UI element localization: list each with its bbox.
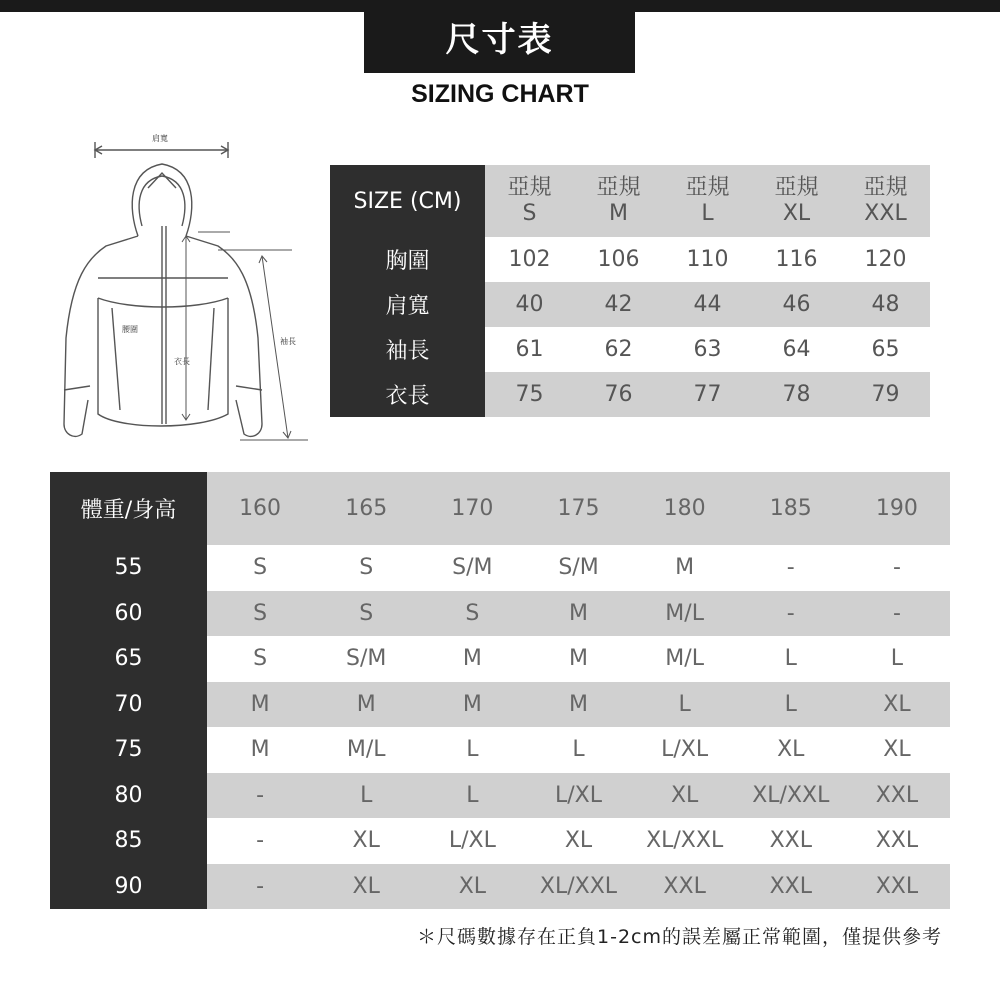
table-cell: L xyxy=(632,682,738,728)
height-header: 170 xyxy=(419,472,525,545)
table-row xyxy=(50,818,950,864)
table-cell: 75 xyxy=(485,372,574,417)
table-row xyxy=(330,327,930,372)
table-cell: 106 xyxy=(574,237,663,282)
table-cell: 102 xyxy=(485,237,574,282)
table-cell: M xyxy=(632,545,738,591)
table-cell: 46 xyxy=(752,282,841,327)
height-header: 160 xyxy=(207,472,313,545)
size-col-l: 亞規 L xyxy=(663,165,752,237)
table-row xyxy=(50,727,950,773)
table-cell: M xyxy=(419,636,525,682)
table-cell: 65 xyxy=(841,327,930,372)
table-cell: XXL xyxy=(844,818,950,864)
table-cell: 110 xyxy=(663,237,752,282)
table-cell: XXL xyxy=(738,818,844,864)
table-row xyxy=(50,545,950,591)
height-header: 165 xyxy=(313,472,419,545)
table-cell: XL xyxy=(313,818,419,864)
table-cell: XL xyxy=(313,864,419,910)
size-table-corner: SIZE (CM) xyxy=(330,165,485,237)
table-cell: 78 xyxy=(752,372,841,417)
waist-label: 腰圍 xyxy=(122,325,138,334)
table-cell: M/L xyxy=(632,636,738,682)
table-cell: XL xyxy=(844,682,950,728)
page-title: 尺寸表 xyxy=(364,0,635,73)
footer-note: ＊尺碼數據存在正負1-2cm的誤差屬正常範圍，僅提供參考 xyxy=(417,926,942,948)
shoulder-label: 肩寬 xyxy=(152,134,168,143)
sleeve-label: 袖長 xyxy=(280,337,296,346)
table-cell: M xyxy=(313,682,419,728)
table-row xyxy=(50,864,950,910)
table-cell: - xyxy=(844,545,950,591)
row-label: 肩寬 xyxy=(330,282,485,327)
weight-label: 90 xyxy=(50,864,207,910)
fit-table-corner: 體重/身高 xyxy=(50,472,207,545)
table-cell: S xyxy=(207,591,313,637)
table-cell: - xyxy=(844,591,950,637)
table-cell: 120 xyxy=(841,237,930,282)
height-header: 175 xyxy=(525,472,631,545)
table-cell: - xyxy=(738,591,844,637)
table-cell: L xyxy=(738,682,844,728)
table-cell: M/L xyxy=(313,727,419,773)
table-cell: L xyxy=(738,636,844,682)
table-cell: 116 xyxy=(752,237,841,282)
table-cell: L/XL xyxy=(525,773,631,819)
table-cell: M xyxy=(419,682,525,728)
table-cell: S xyxy=(313,545,419,591)
table-cell: L xyxy=(525,727,631,773)
table-cell: 77 xyxy=(663,372,752,417)
table-row xyxy=(330,237,930,282)
size-col-m: 亞規 M xyxy=(574,165,663,237)
table-cell: - xyxy=(207,818,313,864)
table-cell: M xyxy=(207,727,313,773)
table-row xyxy=(50,773,950,819)
jacket-diagram xyxy=(50,128,320,448)
table-cell: XXL xyxy=(738,864,844,910)
weight-label: 85 xyxy=(50,818,207,864)
table-cell: XXL xyxy=(844,864,950,910)
table-cell: 48 xyxy=(841,282,930,327)
table-cell: M/L xyxy=(632,591,738,637)
table-cell: XL xyxy=(525,818,631,864)
table-cell: XL/XXL xyxy=(525,864,631,910)
table-cell: XL/XXL xyxy=(738,773,844,819)
table-cell: L xyxy=(419,773,525,819)
table-cell: M xyxy=(525,636,631,682)
table-cell: S/M xyxy=(419,545,525,591)
table-cell: L/XL xyxy=(632,727,738,773)
table-cell: XXL xyxy=(844,773,950,819)
row-label: 胸圍 xyxy=(330,237,485,282)
weight-label: 65 xyxy=(50,636,207,682)
table-cell: 63 xyxy=(663,327,752,372)
table-row xyxy=(50,591,950,637)
table-row xyxy=(330,282,930,327)
row-label: 衣長 xyxy=(330,372,485,417)
table-cell: M xyxy=(525,682,631,728)
table-cell: 76 xyxy=(574,372,663,417)
fit-table xyxy=(50,472,950,909)
table-cell: 40 xyxy=(485,282,574,327)
table-cell: S/M xyxy=(313,636,419,682)
table-cell: 79 xyxy=(841,372,930,417)
weight-label: 75 xyxy=(50,727,207,773)
table-cell: XL xyxy=(844,727,950,773)
size-col-xl: 亞規 XL xyxy=(752,165,841,237)
size-table xyxy=(330,165,930,417)
height-header: 180 xyxy=(632,472,738,545)
table-cell: L/XL xyxy=(419,818,525,864)
weight-label: 60 xyxy=(50,591,207,637)
table-cell: 62 xyxy=(574,327,663,372)
table-row xyxy=(50,636,950,682)
table-row xyxy=(50,682,950,728)
fit-table-header xyxy=(50,472,950,545)
table-cell: L xyxy=(419,727,525,773)
table-cell: XXL xyxy=(632,864,738,910)
weight-label: 70 xyxy=(50,682,207,728)
table-cell: XL xyxy=(419,864,525,910)
table-cell: S xyxy=(419,591,525,637)
table-cell: S xyxy=(207,545,313,591)
table-cell: XL xyxy=(738,727,844,773)
table-row xyxy=(330,372,930,417)
table-cell: - xyxy=(738,545,844,591)
table-cell: 42 xyxy=(574,282,663,327)
row-label: 袖長 xyxy=(330,327,485,372)
weight-label: 80 xyxy=(50,773,207,819)
weight-label: 55 xyxy=(50,545,207,591)
table-cell: M xyxy=(207,682,313,728)
table-cell: S xyxy=(313,591,419,637)
length-label: 衣長 xyxy=(174,357,190,366)
table-cell: S xyxy=(207,636,313,682)
size-table-header xyxy=(330,165,930,237)
size-col-s: 亞規 S xyxy=(485,165,574,237)
table-cell: L xyxy=(844,636,950,682)
table-cell: M xyxy=(525,591,631,637)
table-cell: 61 xyxy=(485,327,574,372)
height-header: 190 xyxy=(844,472,950,545)
table-cell: XL xyxy=(632,773,738,819)
table-cell: XL/XXL xyxy=(632,818,738,864)
table-cell: - xyxy=(207,773,313,819)
table-cell: - xyxy=(207,864,313,910)
size-col-xxl: 亞規 XXL xyxy=(841,165,930,237)
table-cell: S/M xyxy=(525,545,631,591)
table-cell: L xyxy=(313,773,419,819)
page-subtitle: SIZING CHART xyxy=(411,80,589,108)
height-header: 185 xyxy=(738,472,844,545)
table-cell: 64 xyxy=(752,327,841,372)
table-cell: 44 xyxy=(663,282,752,327)
